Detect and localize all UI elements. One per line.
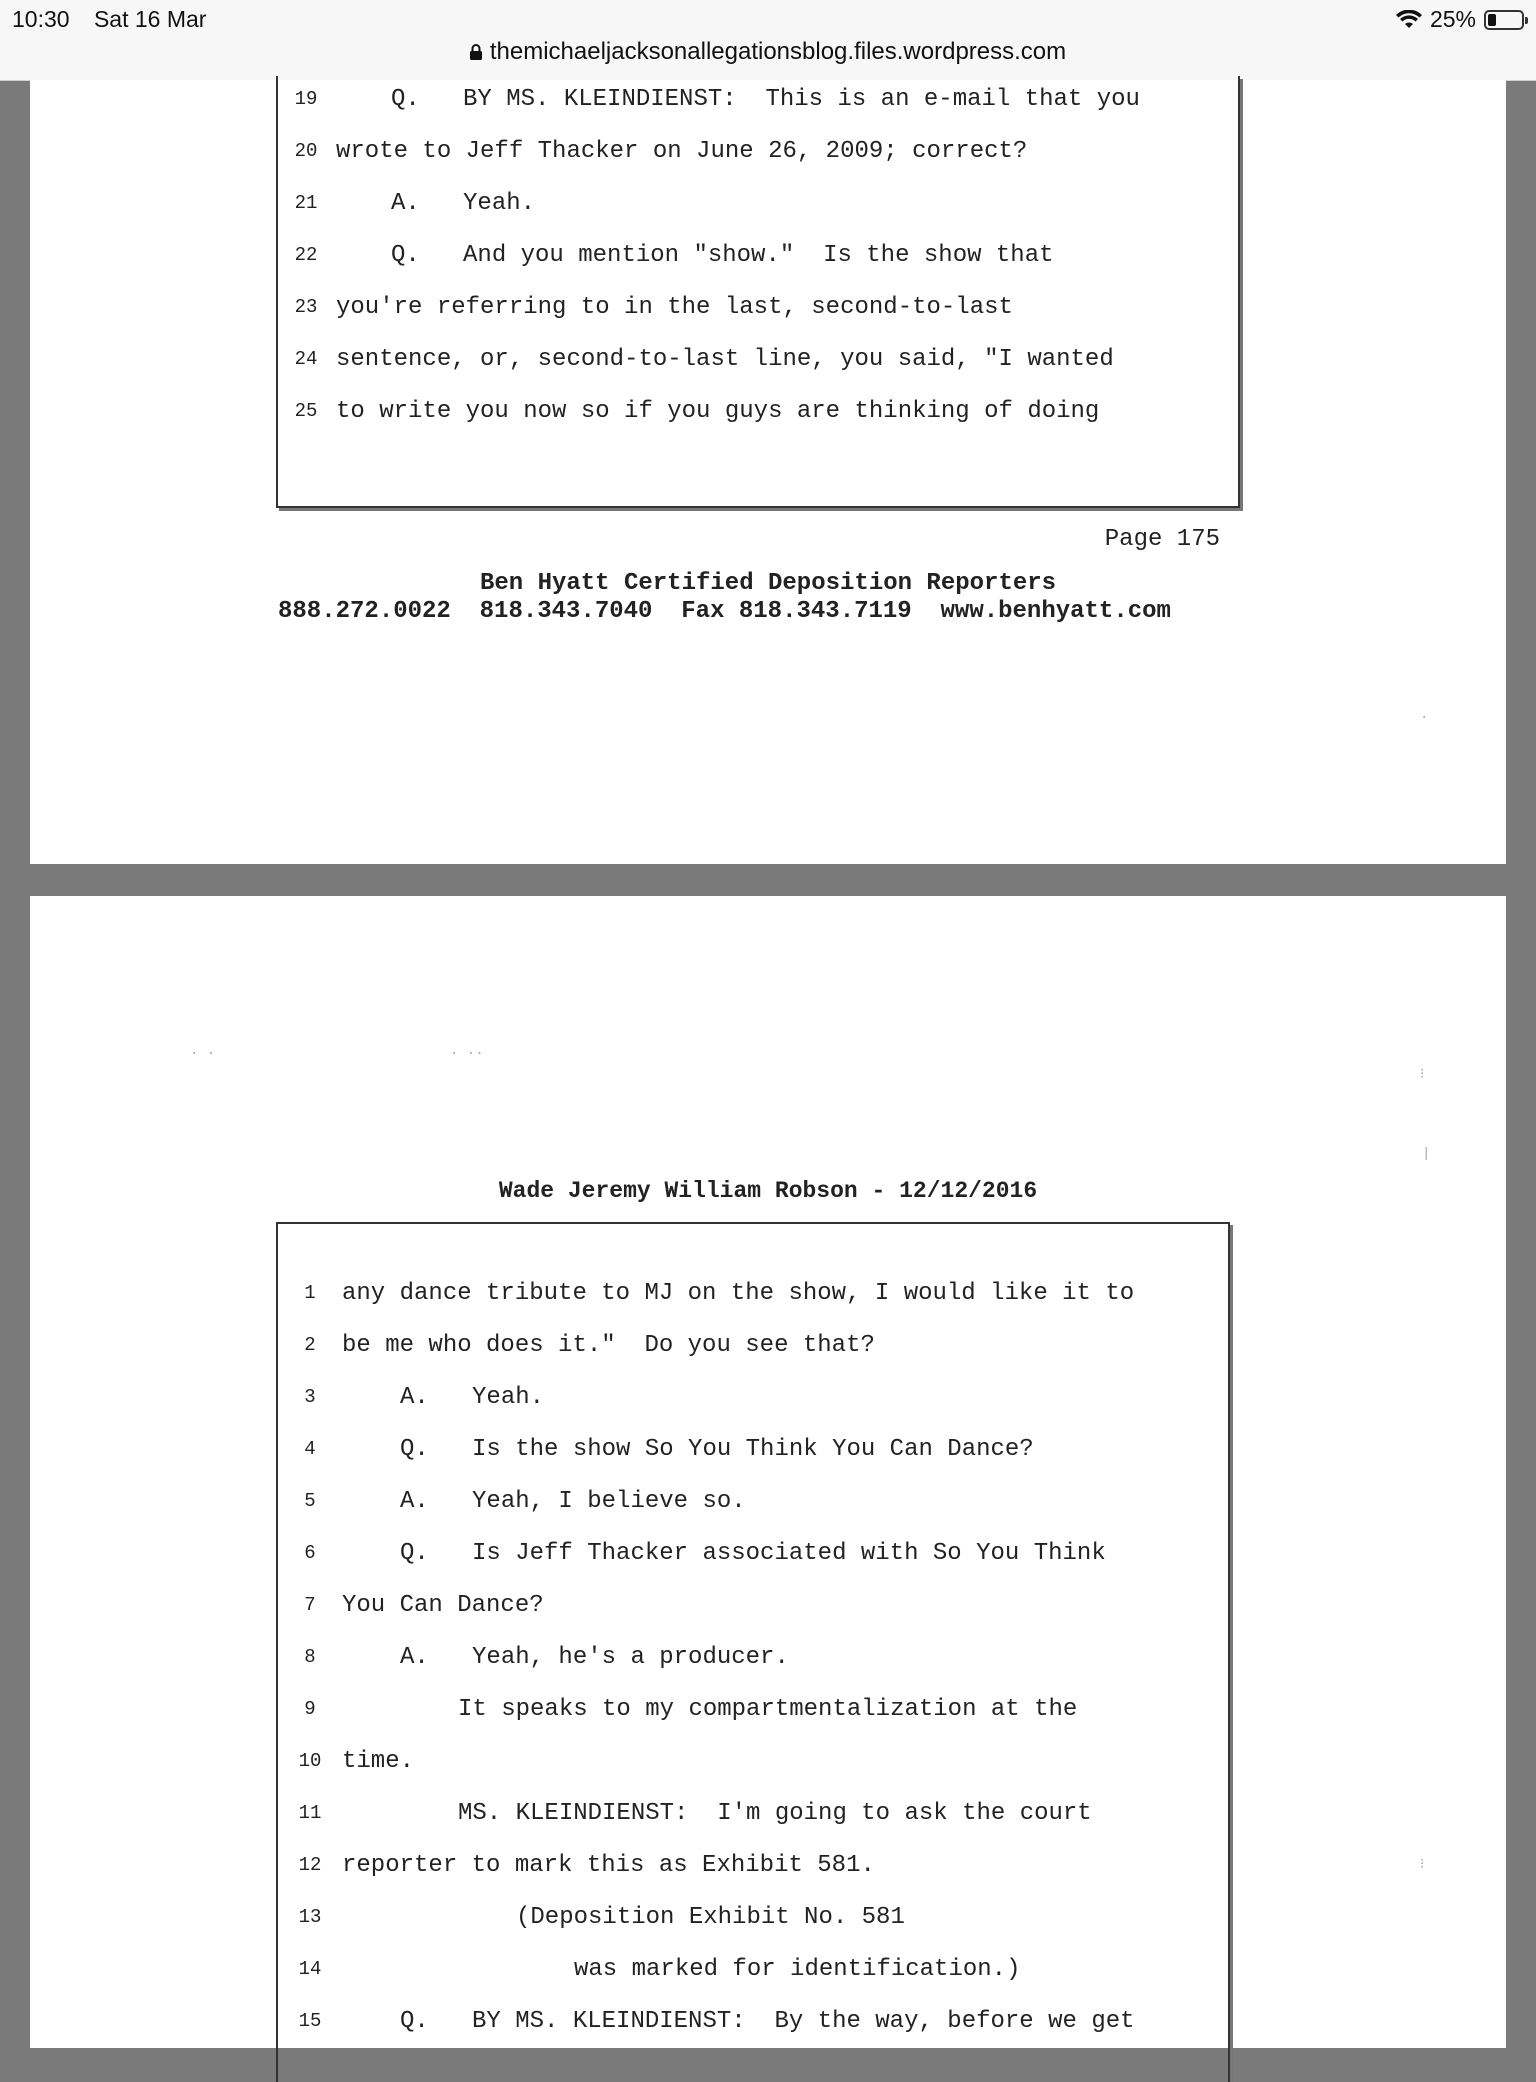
transcript-line: MS. KLEINDIENST: I'm going to ask the court xyxy=(458,1800,1092,1827)
status-time: 10:30 xyxy=(12,6,70,32)
line-number: 2 xyxy=(304,1334,316,1356)
line-number: 13 xyxy=(298,1906,322,1928)
line-number: 24 xyxy=(294,348,318,370)
transcript-line: any dance tribute to MJ on the show, I would like it to xyxy=(342,1280,1135,1307)
transcript-box xyxy=(276,1222,1230,2082)
lock-icon xyxy=(470,44,482,60)
page-number: Page 175 xyxy=(1104,526,1220,553)
transcript-line: to write you now so if you guys are thinking of doing xyxy=(336,398,1100,425)
transcript-line: A. Yeah. xyxy=(391,190,536,217)
reporter-contact: 888.272.0022 818.343.7040 Fax 818.343.7119 www.benhyatt.com xyxy=(278,598,1171,625)
line-number: 11 xyxy=(298,1802,322,1824)
transcript-line: time. xyxy=(342,1748,415,1775)
line-number: 25 xyxy=(294,400,318,422)
wifi-icon xyxy=(1396,10,1422,30)
transcript-line: It speaks to my compartmentalization at the xyxy=(458,1696,1078,1723)
line-number: 22 xyxy=(294,244,318,266)
line-number: 3 xyxy=(304,1386,316,1408)
status-bar-left xyxy=(12,6,224,33)
document-page-176[interactable] xyxy=(30,896,1506,2048)
scan-speck: · ·· xyxy=(450,1046,484,1062)
line-number: 9 xyxy=(304,1698,316,1720)
browser-chrome xyxy=(0,0,1536,81)
transcript-line: A. Yeah, I believe so. xyxy=(400,1488,746,1515)
transcript-line: Q. BY MS. KLEINDIENST: By the way, before we get xyxy=(400,2008,1135,2035)
address-bar[interactable] xyxy=(0,38,1536,66)
line-number: 1 xyxy=(304,1282,316,1304)
document-page-175[interactable] xyxy=(30,80,1506,864)
url-text: themichaeljacksonallegationsblog.files.wordpress.com xyxy=(489,38,1067,65)
transcript-line: reporter to mark this as Exhibit 581. xyxy=(342,1852,875,1879)
scan-speck: · xyxy=(1420,710,1429,726)
scan-speck: · · xyxy=(190,1046,216,1062)
line-number: 5 xyxy=(304,1490,316,1512)
transcript-line: be me who does it." Do you see that? xyxy=(342,1332,875,1359)
transcript-line: Q. Is the show So You Think You Can Dance? xyxy=(400,1436,1034,1463)
line-number: 21 xyxy=(294,192,318,214)
line-number: 7 xyxy=(304,1594,316,1616)
line-number: 23 xyxy=(294,296,318,318)
status-bar-right xyxy=(1396,6,1524,33)
transcript-line: (Deposition Exhibit No. 581 xyxy=(516,1904,905,1931)
line-number: 12 xyxy=(298,1854,322,1876)
transcript-line: A. Yeah. xyxy=(400,1384,545,1411)
reporter-name: Ben Hyatt Certified Deposition Reporters xyxy=(479,570,1057,597)
line-number: 6 xyxy=(304,1542,316,1564)
transcript-line: you're referring to in the last, second-to-last xyxy=(336,294,1013,321)
line-number: 15 xyxy=(298,2010,322,2032)
line-number: 8 xyxy=(304,1646,316,1668)
transcript-line: Q. And you mention "show." Is the show that xyxy=(391,242,1054,269)
battery-icon xyxy=(1484,10,1524,30)
transcript-line: wrote to Jeff Thacker on June 26, 2009; correct? xyxy=(336,138,1028,165)
transcript-line: was marked for identification.) xyxy=(574,1956,1021,1983)
line-number: 4 xyxy=(304,1438,316,1460)
transcript-line: Q. BY MS. KLEINDIENST: This is an e-mail that you xyxy=(391,86,1140,113)
line-number: 20 xyxy=(294,140,318,162)
transcript-line: A. Yeah, he's a producer. xyxy=(400,1644,789,1671)
scan-speck: | xyxy=(1422,1146,1431,1162)
battery-percent: 25% xyxy=(1429,6,1476,32)
transcript-line: Q. Is Jeff Thacker associated with So You Think xyxy=(400,1540,1106,1567)
line-number: 19 xyxy=(294,88,318,110)
status-date: Sat 16 Mar xyxy=(93,6,207,32)
transcript-line: sentence, or, second-to-last line, you said, "I wanted xyxy=(336,346,1114,373)
line-number: 14 xyxy=(298,1958,322,1980)
document-header: Wade Jeremy William Robson - 12/12/2016 xyxy=(498,1178,1038,1204)
transcript-line: You Can Dance? xyxy=(342,1592,544,1619)
scan-speck: ⁝ xyxy=(1420,1067,1425,1083)
transcript-box xyxy=(276,76,1240,508)
line-number: 10 xyxy=(298,1750,322,1772)
scan-speck: ⁝ xyxy=(1420,1857,1425,1873)
